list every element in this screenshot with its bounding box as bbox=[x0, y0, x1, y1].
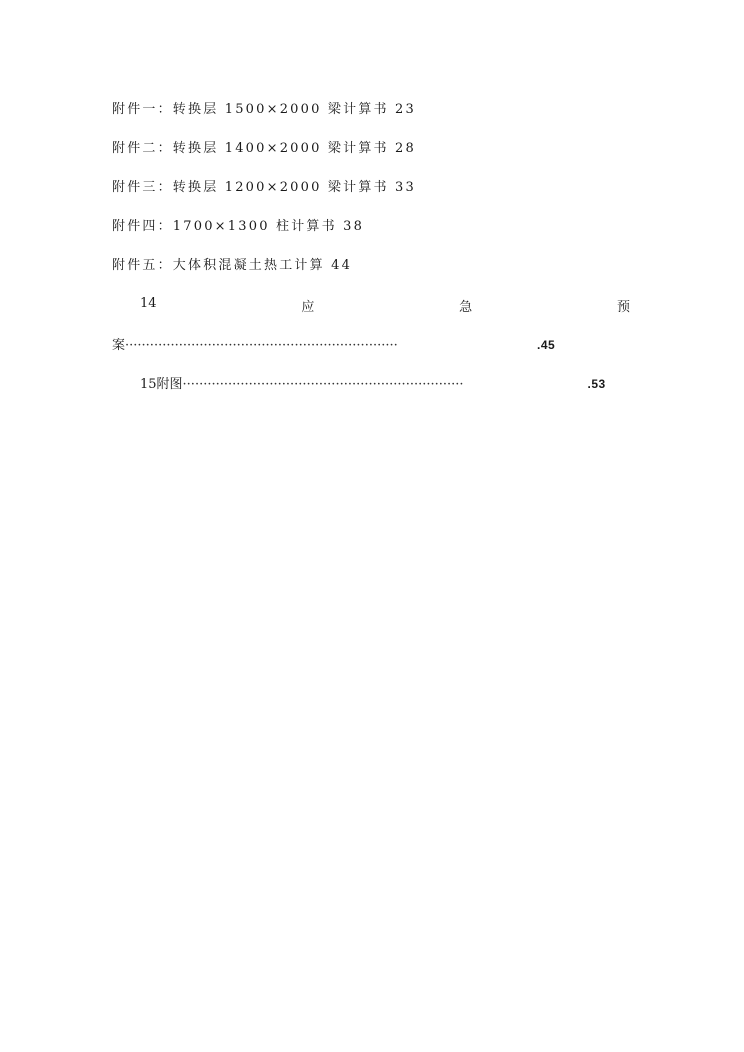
toc-entry-appendix-5[interactable] bbox=[112, 254, 352, 273]
section-title-char: 案 bbox=[112, 338, 126, 353]
toc-entry-section-15[interactable] bbox=[140, 373, 620, 392]
section-title-char: 应 bbox=[301, 300, 315, 315]
page-number: .53 bbox=[587, 377, 606, 391]
toc-entry-appendix-1[interactable] bbox=[112, 98, 416, 117]
toc-entry-appendix-4[interactable] bbox=[112, 215, 364, 234]
toc-entry-label: 附件一：转换层 1500×2000 梁计算书 23 bbox=[112, 102, 416, 117]
toc-entry-label: 附件四：1700×1300 柱计算书 38 bbox=[112, 219, 365, 234]
toc-entry-section-14[interactable] bbox=[140, 296, 630, 315]
toc-entry-appendix-2[interactable] bbox=[112, 137, 416, 156]
toc-entry-section-14-continuation[interactable] bbox=[112, 334, 557, 353]
page-number: .45 bbox=[537, 338, 556, 352]
section-title: 15附图 bbox=[140, 377, 183, 392]
dot-leader: ·································································· bbox=[125, 338, 398, 353]
toc-entry-label: 附件二：转换层 1400×2000 梁计算书 28 bbox=[112, 141, 416, 156]
dot-leader: ···································································· bbox=[182, 377, 464, 392]
section-title-char: 急 bbox=[459, 300, 473, 315]
section-number: 14 bbox=[140, 296, 157, 311]
toc-entry-label: 附件三：转换层 1200×2000 梁计算书 33 bbox=[112, 180, 416, 195]
section-title-char: 预 bbox=[616, 300, 630, 315]
toc-entry-appendix-3[interactable] bbox=[112, 176, 416, 195]
toc-entry-label: 附件五：大体积混凝土热工计算 44 bbox=[112, 258, 353, 273]
